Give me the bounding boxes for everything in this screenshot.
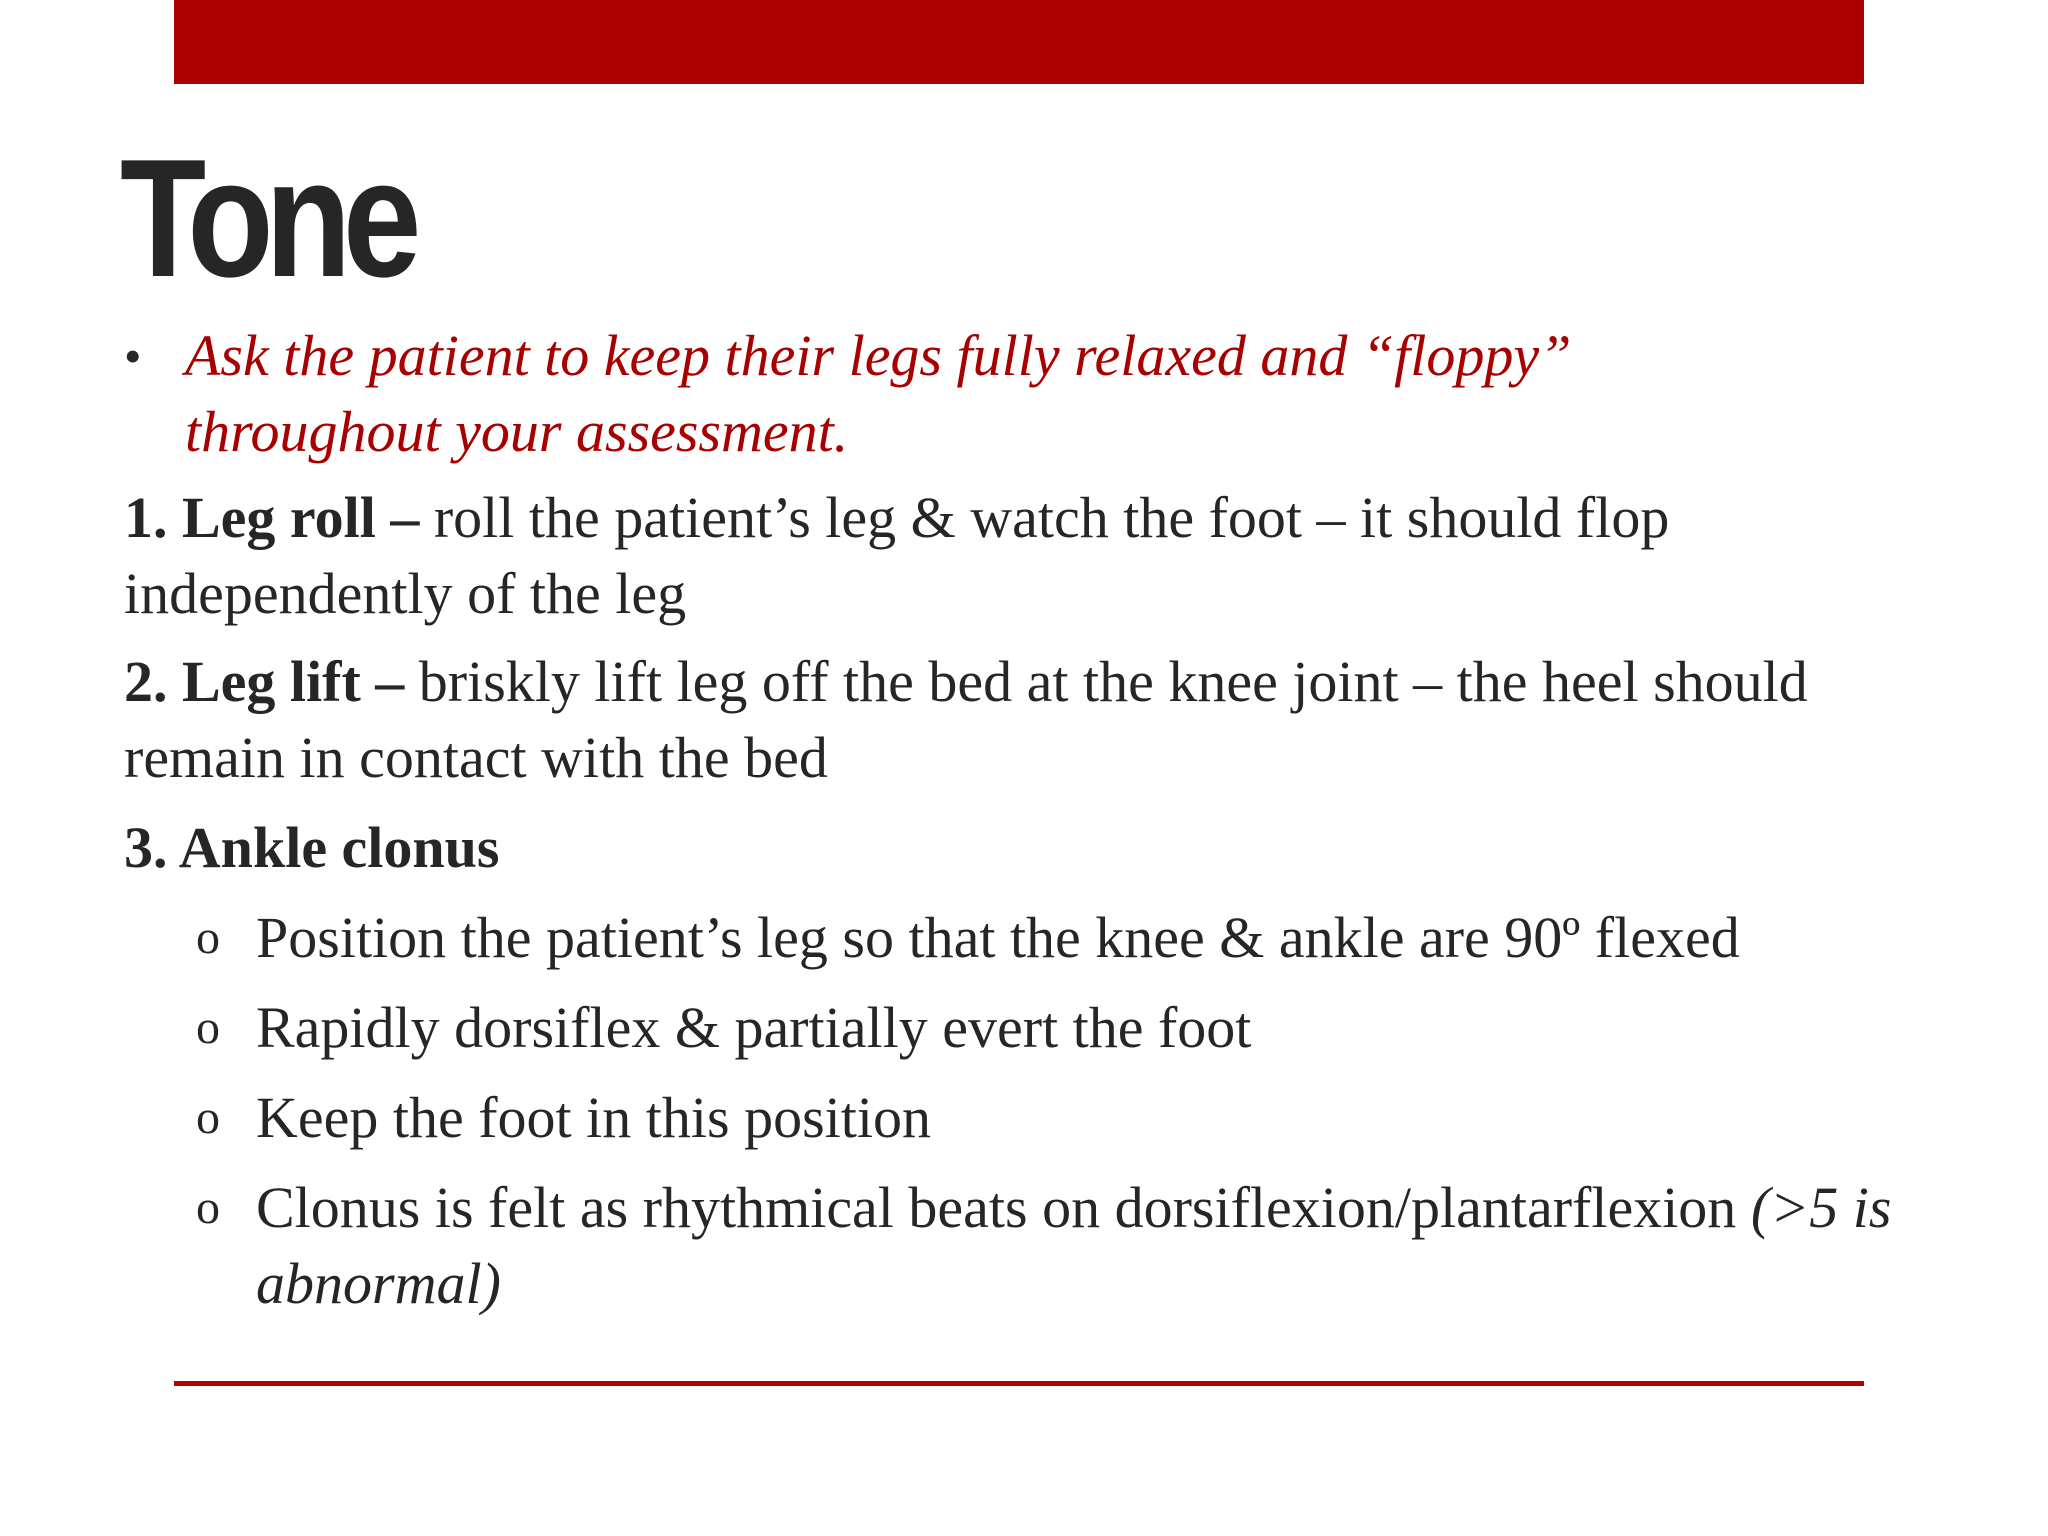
step-text: roll the patient’s leg & watch the foot – it should flop independently of the leg	[124, 485, 1670, 626]
list-item-main: Rapidly dorsiflex & partially evert the foot	[256, 995, 1252, 1060]
intro-bullet-text: Ask the patient to keep their legs fully relaxed and “floppy” throughout your assessment.	[185, 323, 1572, 464]
slide-content	[124, 318, 1904, 1336]
step-text: briskly lift leg off the bed at the knee joint – the heel should remain in contact with the bed	[124, 649, 1808, 790]
slide-title: Tone	[120, 124, 414, 312]
list-item-main: Position the patient’s leg so that the knee & ankle are 90º flexed	[256, 905, 1740, 970]
list-item-text	[256, 1080, 1904, 1156]
hollow-circle-bullet-icon: o	[196, 1001, 220, 1054]
hollow-circle-bullet-icon: o	[196, 1091, 220, 1144]
list-item-text	[256, 1170, 1904, 1322]
step-label: 1. Leg roll –	[124, 485, 420, 550]
bottom-divider	[174, 1381, 1864, 1386]
step-label: 2. Leg lift –	[124, 649, 405, 714]
step-ankle-clonus	[124, 810, 1904, 886]
list-item-text	[256, 990, 1904, 1066]
hollow-circle-bullet-icon: o	[196, 1181, 220, 1234]
bullet-icon: •	[124, 328, 142, 384]
top-accent-bar	[174, 0, 1864, 84]
list-item	[196, 990, 1904, 1066]
list-item-main: Clonus is felt as rhythmical beats on dorsiflexion/plantarflexion	[256, 1175, 1751, 1240]
hollow-circle-bullet-icon: o	[196, 911, 220, 964]
list-item-main: Keep the foot in this position	[256, 1085, 931, 1150]
step-label: 3. Ankle clonus	[124, 815, 500, 880]
list-item	[196, 1080, 1904, 1156]
list-item-text	[256, 900, 1904, 976]
list-item-note: (>5 is abnormal)	[256, 1175, 1892, 1316]
step-leg-roll	[124, 480, 1904, 632]
clonus-sub-list	[196, 900, 1904, 1322]
step-leg-lift	[124, 644, 1904, 796]
list-item	[196, 1170, 1904, 1322]
intro-bullet	[124, 318, 1904, 470]
list-item	[196, 900, 1904, 976]
